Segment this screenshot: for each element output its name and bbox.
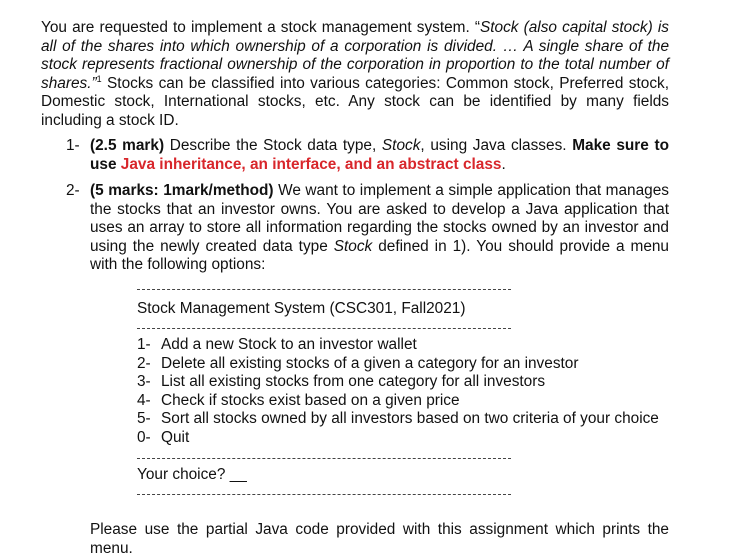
menu-option-number: 1- xyxy=(137,336,151,353)
menu-option-number: 5- xyxy=(137,410,151,428)
menu-divider-options xyxy=(137,458,511,459)
stock-definition-quote: Stock (also capital stock) is all of the shares into which ownership of a corporation is divided. … A single share of the stock represents fractional ownership of the corporation in proportion to the total number of shares. xyxy=(41,19,669,92)
menu-divider-title xyxy=(137,328,511,329)
menu-option xyxy=(137,336,659,355)
menu-option-label: Sort all stocks owned by all investors based on two criteria of your choice xyxy=(161,410,659,428)
question-2 xyxy=(66,182,669,275)
menu-divider-top xyxy=(137,289,511,290)
menu-option-number: 2- xyxy=(137,354,151,372)
footer-note xyxy=(90,521,669,558)
intro-paragraph xyxy=(41,19,669,131)
menu-option xyxy=(137,429,659,448)
menu-option-label: Quit xyxy=(161,428,190,446)
question-2-body xyxy=(90,182,669,275)
menu-option xyxy=(137,373,659,392)
stock-type-name-2: Stock xyxy=(333,237,373,255)
question-1-marks: (2.5 mark) xyxy=(90,137,165,154)
footer-text: Please use the partial Java code provided with this assignment which prints the menu. xyxy=(90,521,669,557)
menu-option-label: Check if stocks exist based on a given price xyxy=(161,391,460,409)
question-1-highlight: Java inheritance, an interface, and an abstract class xyxy=(120,155,502,173)
closing-quote: ” xyxy=(91,74,97,92)
menu-option-number: 0- xyxy=(137,428,151,446)
question-2-marks: (5 marks: 1mark/method) xyxy=(90,182,274,199)
menu-option xyxy=(137,410,659,429)
question-1-text-2: , using Java classes. xyxy=(420,137,573,154)
stock-type-name: Stock xyxy=(381,137,421,154)
question-1-requirement: Make sure to use xyxy=(90,137,670,173)
question-1-number: 1- xyxy=(66,137,80,154)
menu-option xyxy=(137,355,659,374)
menu-title: Stock Management System (CSC301, Fall2021) xyxy=(137,300,466,317)
menu-divider-bottom xyxy=(137,494,511,495)
question-1-text: Describe the Stock data type, xyxy=(164,137,382,154)
menu-options-list xyxy=(137,336,659,448)
menu-choice-prompt: Your choice? __ xyxy=(137,466,247,483)
question-2-text: We want to implement a simple application that manages the stocks that an investor owns. You are asked to develop a Java application that uses an array to store all information regarding the stocks owned by an investor and using the newly created data type xyxy=(90,182,669,255)
question-2-number: 2- xyxy=(66,182,80,199)
menu-option-label: Add a new Stock to an investor wallet xyxy=(161,336,417,353)
menu-option xyxy=(137,392,659,411)
footnote-marker: 1 xyxy=(96,73,102,84)
menu-option-label: Delete all existing stocks of a given a category for an investor xyxy=(161,354,579,372)
menu-option-label: List all existing stocks from one category for all investors xyxy=(161,373,546,391)
menu-option-number: 3- xyxy=(137,373,151,391)
intro-text-2: Stocks can be classified into various categories: Common stock, Preferred stock, Domestic stock, International stocks, etc. Any stock can be identified by many fields including a stock ID. xyxy=(41,74,669,129)
question-2-text-2: defined in 1). You should provide a menu with the following options: xyxy=(90,237,669,274)
question-1-period: . xyxy=(501,155,506,173)
intro-text-1: You are requested to implement a stock management system. “ xyxy=(41,19,481,36)
menu-option-number: 4- xyxy=(137,391,151,409)
question-1 xyxy=(66,137,669,174)
question-1-body xyxy=(90,137,669,174)
